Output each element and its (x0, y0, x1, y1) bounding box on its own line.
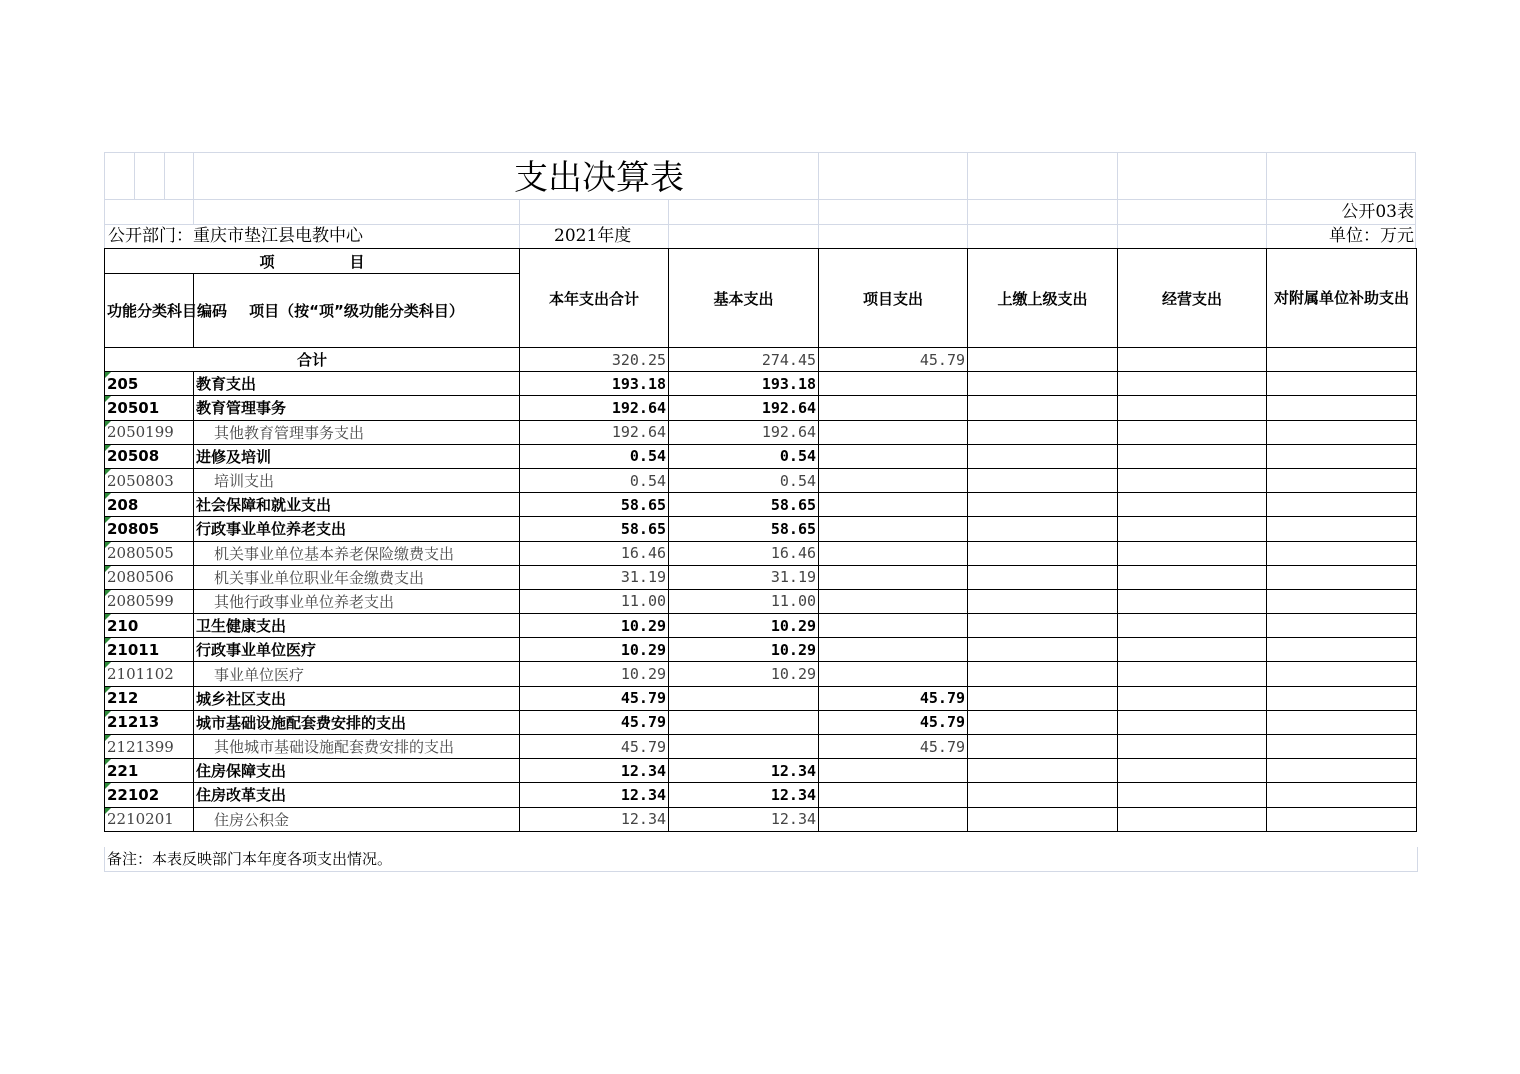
row-total: 10.29 (520, 614, 669, 638)
row-upper (968, 783, 1118, 807)
row-code: 2101102 (105, 662, 194, 686)
unit-label: 单位：万元 (1329, 226, 1414, 246)
row-code: 2080505 (105, 541, 194, 565)
row-total: 193.18 (520, 372, 669, 396)
row-upper (968, 735, 1118, 759)
row-code: 20805 (105, 517, 194, 541)
row-business (1118, 372, 1267, 396)
row-business (1118, 759, 1267, 783)
table-row (105, 541, 1417, 565)
row-project (819, 807, 968, 831)
row-business (1118, 517, 1267, 541)
table-row (105, 444, 1417, 468)
row-name: 社会保障和就业支出 (194, 493, 520, 517)
row-project (819, 444, 968, 468)
row-name: 住房公积金 (194, 807, 520, 831)
row-code: 20501 (105, 396, 194, 420)
row-basic (669, 735, 819, 759)
row-code: 22102 (105, 783, 194, 807)
row-subsidy (1267, 589, 1417, 613)
table-row (105, 710, 1417, 734)
row-upper (968, 517, 1118, 541)
table-row (105, 565, 1417, 589)
row-subsidy (1267, 541, 1417, 565)
row-basic: 11.00 (669, 589, 819, 613)
row-total: 12.34 (520, 783, 669, 807)
row-basic: 16.46 (669, 541, 819, 565)
row-basic: 193.18 (669, 372, 819, 396)
row-business (1118, 710, 1267, 734)
row-subsidy (1267, 444, 1417, 468)
row-basic: 12.34 (669, 759, 819, 783)
row-business (1118, 614, 1267, 638)
row-total: 16.46 (520, 541, 669, 565)
row-code: 2050803 (105, 468, 194, 492)
row-upper (968, 565, 1118, 589)
row-business (1118, 444, 1267, 468)
row-name: 机关事业单位职业年金缴费支出 (194, 565, 520, 589)
row-business (1118, 589, 1267, 613)
row-total: 58.65 (520, 493, 669, 517)
row-business (1118, 493, 1267, 517)
row-total: 0.54 (520, 468, 669, 492)
row-code: 21213 (105, 710, 194, 734)
header-project: 项目支出 (819, 249, 968, 348)
row-subsidy (1267, 662, 1417, 686)
row-subsidy (1267, 372, 1417, 396)
row-upper (968, 468, 1118, 492)
row-total: 12.34 (520, 759, 669, 783)
row-name: 其他城市基础设施配套费安排的支出 (194, 735, 520, 759)
row-code: 210 (105, 614, 194, 638)
row-total: 192.64 (520, 420, 669, 444)
row-business (1118, 807, 1267, 831)
row-name: 教育管理事务 (194, 396, 520, 420)
row-name: 进修及培训 (194, 444, 520, 468)
total-label: 合计 (105, 348, 520, 372)
row-name: 教育支出 (194, 372, 520, 396)
row-code: 20508 (105, 444, 194, 468)
row-project (819, 517, 968, 541)
table-row (105, 493, 1417, 517)
row-basic: 10.29 (669, 614, 819, 638)
row-project (819, 468, 968, 492)
row-upper (968, 614, 1118, 638)
header-total: 本年支出合计 (520, 249, 669, 348)
header-code: 功能分类科目编码 (105, 274, 194, 348)
row-business (1118, 420, 1267, 444)
row-name: 事业单位医疗 (194, 662, 520, 686)
row-project (819, 662, 968, 686)
row-name: 其他教育管理事务支出 (194, 420, 520, 444)
row-total: 0.54 (520, 444, 669, 468)
row-total: 192.64 (520, 396, 669, 420)
table-row (105, 372, 1417, 396)
row-subsidy (1267, 686, 1417, 710)
row-project (819, 396, 968, 420)
row-name: 住房保障支出 (194, 759, 520, 783)
row-business (1118, 468, 1267, 492)
table-row (105, 638, 1417, 662)
row-basic: 192.64 (669, 420, 819, 444)
row-upper (968, 807, 1118, 831)
row-subsidy (1267, 614, 1417, 638)
row-basic: 10.29 (669, 638, 819, 662)
row-subsidy (1267, 493, 1417, 517)
row-upper (968, 420, 1118, 444)
row-project (819, 420, 968, 444)
header-name: 项目（按“项”级功能分类科目） (194, 274, 520, 348)
table-row (105, 614, 1417, 638)
row-upper (968, 759, 1118, 783)
table-row (105, 662, 1417, 686)
row-code: 2121399 (105, 735, 194, 759)
row-subsidy (1267, 710, 1417, 734)
row-name: 城乡社区支出 (194, 686, 520, 710)
row-name: 城市基础设施配套费安排的支出 (194, 710, 520, 734)
table-row (105, 396, 1417, 420)
table-row (105, 468, 1417, 492)
row-business (1118, 638, 1267, 662)
row-basic: 10.29 (669, 662, 819, 686)
total-subsidy (1267, 348, 1417, 372)
row-name: 卫生健康支出 (194, 614, 520, 638)
row-upper (968, 493, 1118, 517)
row-total: 31.19 (520, 565, 669, 589)
row-project (819, 565, 968, 589)
row-name: 培训支出 (194, 468, 520, 492)
row-business (1118, 396, 1267, 420)
row-project: 45.79 (819, 686, 968, 710)
row-basic: 12.34 (669, 783, 819, 807)
row-code: 2050199 (105, 420, 194, 444)
row-project (819, 783, 968, 807)
row-upper (968, 444, 1118, 468)
row-project (819, 614, 968, 638)
row-name: 行政事业单位养老支出 (194, 517, 520, 541)
row-code: 208 (105, 493, 194, 517)
table-row (105, 517, 1417, 541)
row-upper (968, 686, 1118, 710)
row-subsidy (1267, 396, 1417, 420)
row-subsidy (1267, 759, 1417, 783)
row-business (1118, 783, 1267, 807)
row-business (1118, 735, 1267, 759)
row-basic: 192.64 (669, 396, 819, 420)
row-code: 212 (105, 686, 194, 710)
row-total: 45.79 (520, 710, 669, 734)
row-code: 221 (105, 759, 194, 783)
page-title: 支出决算表 (514, 158, 684, 198)
row-name: 住房改革支出 (194, 783, 520, 807)
total-upper (968, 348, 1118, 372)
footnote: 备注：本表反映部门本年度各项支出情况。 (104, 847, 1418, 872)
table-row (105, 807, 1417, 831)
row-business (1118, 565, 1267, 589)
row-project (819, 638, 968, 662)
row-basic: 58.65 (669, 517, 819, 541)
header-item-group: 项 目 (105, 249, 520, 274)
row-total: 10.29 (520, 638, 669, 662)
row-upper (968, 662, 1118, 686)
row-total: 58.65 (520, 517, 669, 541)
total-business (1118, 348, 1267, 372)
row-total: 12.34 (520, 807, 669, 831)
table-row (105, 735, 1417, 759)
table-row (105, 420, 1417, 444)
row-project (819, 541, 968, 565)
header-subsidy: 对附属单位补助支出 (1267, 249, 1417, 348)
row-total: 11.00 (520, 589, 669, 613)
table-row (105, 759, 1417, 783)
row-total: 10.29 (520, 662, 669, 686)
row-basic: 12.34 (669, 807, 819, 831)
header-business: 经营支出 (1118, 249, 1267, 348)
row-project (819, 372, 968, 396)
row-basic (669, 710, 819, 734)
row-basic: 58.65 (669, 493, 819, 517)
row-subsidy (1267, 517, 1417, 541)
row-subsidy (1267, 783, 1417, 807)
meta-row (104, 225, 1416, 248)
row-subsidy (1267, 807, 1417, 831)
row-basic: 31.19 (669, 565, 819, 589)
table-row (105, 686, 1417, 710)
row-code: 2210201 (105, 807, 194, 831)
row-code: 21011 (105, 638, 194, 662)
row-upper (968, 372, 1118, 396)
row-business (1118, 686, 1267, 710)
row-code: 2080599 (105, 589, 194, 613)
row-project (819, 589, 968, 613)
row-code: 205 (105, 372, 194, 396)
row-project (819, 759, 968, 783)
total-basic: 274.45 (669, 348, 819, 372)
total-sum: 320.25 (520, 348, 669, 372)
row-basic (669, 686, 819, 710)
department-label: 公开部门：重庆市垫江县电教中心 (108, 226, 363, 246)
row-upper (968, 541, 1118, 565)
row-subsidy (1267, 420, 1417, 444)
row-subsidy (1267, 735, 1417, 759)
row-business (1118, 662, 1267, 686)
row-name: 其他行政事业单位养老支出 (194, 589, 520, 613)
table-row (105, 783, 1417, 807)
row-subsidy (1267, 565, 1417, 589)
total-row (105, 348, 1417, 372)
row-project: 45.79 (819, 710, 968, 734)
row-subsidy (1267, 638, 1417, 662)
total-project: 45.79 (819, 348, 968, 372)
header-upper: 上缴上级支出 (968, 249, 1118, 348)
expenditure-table (104, 248, 1417, 832)
table-code: 公开03表 (1341, 202, 1414, 222)
row-basic: 0.54 (669, 444, 819, 468)
row-subsidy (1267, 468, 1417, 492)
row-total: 45.79 (520, 735, 669, 759)
row-basic: 0.54 (669, 468, 819, 492)
row-code: 2080506 (105, 565, 194, 589)
table-row (105, 589, 1417, 613)
row-name: 机关事业单位基本养老保险缴费支出 (194, 541, 520, 565)
row-total: 45.79 (520, 686, 669, 710)
row-name: 行政事业单位医疗 (194, 638, 520, 662)
header-basic: 基本支出 (669, 249, 819, 348)
row-project: 45.79 (819, 735, 968, 759)
row-upper (968, 396, 1118, 420)
row-upper (968, 638, 1118, 662)
row-project (819, 493, 968, 517)
row-business (1118, 541, 1267, 565)
row-upper (968, 710, 1118, 734)
year-label: 2021年度 (554, 226, 632, 246)
row-upper (968, 589, 1118, 613)
